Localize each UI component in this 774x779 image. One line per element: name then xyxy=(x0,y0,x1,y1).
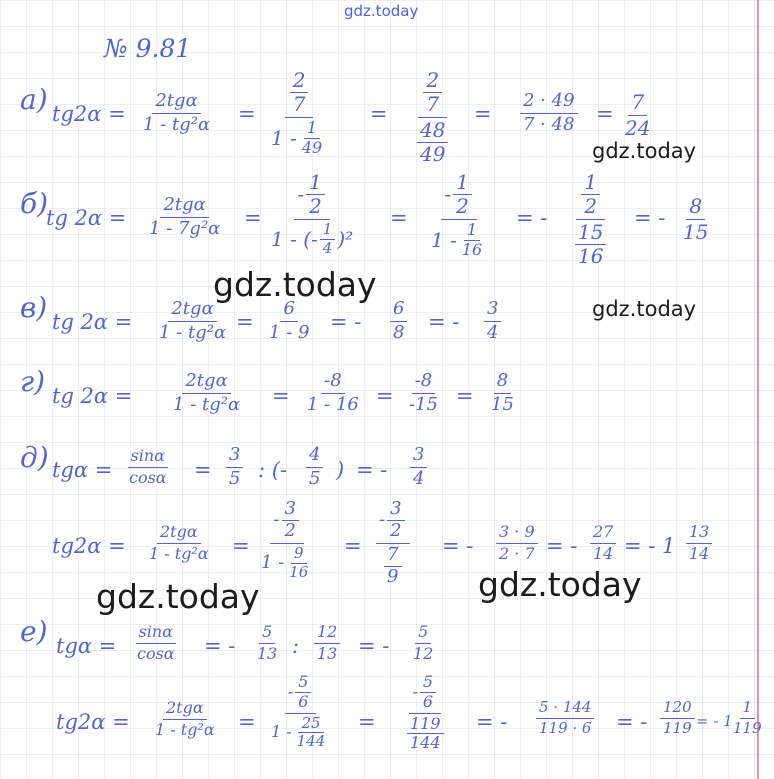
part-d-frac-4 xyxy=(410,446,427,489)
part-e-frac-5 xyxy=(152,700,218,739)
part-e-eq-5: = - xyxy=(476,710,508,734)
part-e-frac-6-minus: - xyxy=(287,681,294,701)
part-d-frac-7-bot-num: 7 xyxy=(384,546,401,567)
part-e-eq-3: = xyxy=(238,710,256,734)
part-e-frac-7 xyxy=(402,674,449,752)
part-v-eq-2: = - xyxy=(330,310,362,334)
part-b-eq-4: = - xyxy=(634,206,666,230)
part-e-frac-5-num: 2tgα xyxy=(163,700,207,720)
part-a-frac-2-den-text: 1 - xyxy=(271,125,297,150)
part-d-frac-7-top-num: 3 xyxy=(387,500,404,521)
part-a-frac-2-top-den: 7 xyxy=(292,92,306,116)
part-a-frac-2-inner-den: 49 xyxy=(301,137,323,157)
watermark-v-right: gdz.today xyxy=(592,297,697,321)
part-v-frac-3 xyxy=(390,300,407,343)
part-g-lhs: tg 2α = xyxy=(52,384,133,408)
part-d-frac-6-inner-den: 16 xyxy=(289,562,309,581)
part-d-frac-9-den: 14 xyxy=(593,543,614,563)
part-e-lhs-2: tg2α = xyxy=(56,710,130,734)
part-a-frac-4 xyxy=(520,92,578,135)
part-e-frac-7-bot-num: 119 xyxy=(407,716,444,735)
part-g-frac-4-den: 15 xyxy=(491,393,514,415)
part-d-frac-10-den: 14 xyxy=(689,543,710,563)
part-d-frac-6-den-text: 1 - xyxy=(261,551,285,573)
watermark-a-right: gdz.today xyxy=(592,139,697,163)
part-b-frac-2 xyxy=(268,172,356,257)
part-e-frac-8-num: 5 · 144 xyxy=(536,700,594,719)
part-d-frac-3-num: 4 xyxy=(306,446,323,468)
part-e-label: е) xyxy=(20,615,48,648)
part-v-frac-3-num: 6 xyxy=(390,300,407,322)
part-d-frac-5 xyxy=(146,524,212,563)
part-e-frac-5-den: 1 - tg²α xyxy=(155,719,215,739)
part-d-eq-7: = - 1 xyxy=(624,534,676,558)
part-d-frac-7-bot-den: 9 xyxy=(387,565,399,587)
part-a-frac-4-den: 7 · 48 xyxy=(523,113,575,135)
part-g-frac-4 xyxy=(488,372,517,415)
watermark-mid-large: gdz.today xyxy=(213,265,377,304)
part-a-eq-1: = xyxy=(238,102,256,126)
margin-line xyxy=(757,0,759,779)
part-v-eq-3: = - xyxy=(428,310,460,334)
part-d-frac-9 xyxy=(590,524,616,563)
part-d-lhs-1: tgα = xyxy=(52,458,113,482)
part-e-frac-6-inner-num: 25 xyxy=(298,716,323,734)
part-d-frac-5-den: 1 - tg²α xyxy=(149,543,209,563)
part-g-frac-1-num: 2tgα xyxy=(182,372,230,394)
part-a-frac-2-inner-num: 1 xyxy=(304,120,320,139)
part-d-label: д) xyxy=(20,441,49,474)
part-e-eq-4: = xyxy=(358,710,376,734)
part-e-frac-4-den: 12 xyxy=(413,643,434,663)
part-v-frac-1 xyxy=(156,300,229,343)
part-d-lhs-2: tg2α = xyxy=(52,534,126,558)
part-v-frac-1-den: 1 - tg²α xyxy=(159,321,227,343)
part-b-frac-3-top-num: 1 xyxy=(453,172,472,195)
part-d-frac-2 xyxy=(226,446,243,489)
part-a-frac-5-den: 24 xyxy=(625,116,651,140)
part-e-eq-1: = - xyxy=(204,634,236,658)
part-e-frac-3-den: 13 xyxy=(317,643,338,663)
part-d-frac-1-num: sinα xyxy=(128,448,168,468)
part-b-frac-2-minus: - xyxy=(297,182,305,206)
part-d-frac-7 xyxy=(376,500,410,587)
part-a-frac-5 xyxy=(622,92,653,139)
part-b-label: б) xyxy=(20,187,49,220)
part-e-frac-6-den-text: 1 - xyxy=(271,722,292,742)
part-e-frac-1-den: cosα xyxy=(137,643,175,663)
part-g-frac-2-den: 1 - 16 xyxy=(307,393,359,415)
part-g-frac-3 xyxy=(406,372,441,415)
part-a-frac-3-bot-num: 48 xyxy=(417,120,448,143)
part-b-frac-5-num: 8 xyxy=(686,196,705,220)
part-a-frac-1 xyxy=(140,92,213,135)
part-g-frac-4-num: 8 xyxy=(494,372,511,394)
part-d-frac-6-minus: - xyxy=(273,508,280,530)
part-b-frac-1-den: 1 - 7g²α xyxy=(149,217,221,239)
part-e-frac-4 xyxy=(410,624,436,663)
part-a-eq-3: = xyxy=(474,102,492,126)
watermark-d-left: gdz.today xyxy=(96,577,260,616)
part-d-eq-2: = - xyxy=(356,458,388,482)
part-b-lhs: tg 2α = xyxy=(46,206,127,230)
part-e-frac-10 xyxy=(730,700,765,737)
part-e-eq-6: = - xyxy=(616,710,648,734)
part-b-frac-4-bot-den: 16 xyxy=(578,244,604,268)
part-v-frac-4 xyxy=(484,300,501,343)
part-d-frac-6-top-den: 2 xyxy=(284,519,296,541)
part-b-eq-1: = xyxy=(244,206,262,230)
part-d-frac-5-num: 2tgα xyxy=(157,524,201,544)
part-e-frac-3-num: 12 xyxy=(314,624,340,644)
part-d-frac-2-den: 5 xyxy=(229,467,241,489)
part-d-eq-4: = xyxy=(344,534,362,558)
part-d-close: ) xyxy=(336,458,345,482)
part-g-frac-3-num: -8 xyxy=(412,372,436,394)
part-g-eq-1: = xyxy=(272,384,290,408)
part-v-frac-4-num: 3 xyxy=(484,300,501,322)
part-v-frac-2-num: 6 xyxy=(280,300,297,322)
part-a-frac-4-num: 2 · 49 xyxy=(520,92,578,114)
part-d-frac-1-den: cosα xyxy=(129,467,167,487)
part-d-div: : (- xyxy=(258,458,288,482)
part-a-frac-1-den: 1 - tg²α xyxy=(143,113,211,135)
part-a-label: а) xyxy=(20,83,48,116)
part-g-frac-1-den: 1 - tg²α xyxy=(173,393,241,415)
part-b-frac-1-num: 2tgα xyxy=(160,196,208,218)
part-d-frac-8 xyxy=(496,524,538,563)
part-a-lhs: tg2α = xyxy=(52,102,126,126)
part-g-label: г) xyxy=(20,365,46,398)
part-e-frac-8 xyxy=(536,700,594,737)
part-d-frac-4-den: 4 xyxy=(413,467,425,489)
part-e-frac-3 xyxy=(314,624,340,663)
part-b-frac-3-minus: - xyxy=(444,182,452,206)
part-v-frac-4-den: 4 xyxy=(487,321,499,343)
part-d-frac-6-top-num: 3 xyxy=(282,500,299,521)
part-e-frac-9-num: 120 xyxy=(660,700,695,719)
part-v-lhs: tg 2α = xyxy=(52,310,133,334)
part-b-eq-2: = xyxy=(390,206,408,230)
part-g-frac-2-num: -8 xyxy=(321,372,345,394)
part-e-frac-10-num: 1 xyxy=(740,700,756,719)
part-b-frac-2-top-den: 2 xyxy=(309,194,322,218)
part-b-frac-5-den: 15 xyxy=(683,220,709,244)
part-a-frac-5-num: 7 xyxy=(628,92,647,116)
part-e-frac-10-den: 119 xyxy=(733,718,762,737)
part-v-eq-1: = xyxy=(236,310,254,334)
part-e-div: : xyxy=(292,634,300,658)
part-b-frac-1 xyxy=(146,196,223,239)
part-g-frac-1 xyxy=(170,372,243,415)
part-d-frac-3 xyxy=(306,446,323,489)
part-e-frac-6 xyxy=(268,674,333,750)
part-b-frac-2-den-close: )² xyxy=(337,226,354,251)
part-e-lhs-1: tgα = xyxy=(56,634,117,658)
part-a-frac-2-top-num: 2 xyxy=(290,70,309,93)
part-e-frac-2-den: 13 xyxy=(257,643,278,663)
watermark-top: gdz.today xyxy=(344,2,419,20)
part-v-frac-1-num: 2tgα xyxy=(168,300,216,322)
part-e-frac-6-top-den: 6 xyxy=(298,691,309,711)
part-g-frac-3-den: -15 xyxy=(409,393,438,415)
part-e-frac-2 xyxy=(254,624,280,663)
part-v-frac-3-den: 8 xyxy=(393,321,405,343)
part-d-eq-6: = - xyxy=(546,534,578,558)
part-v-label: в) xyxy=(20,291,48,324)
part-b-frac-2-den-text: 1 - (- xyxy=(271,226,318,251)
part-v-frac-2-den: 1 - 9 xyxy=(269,321,310,343)
part-a-frac-3-top-den: 7 xyxy=(426,92,440,116)
part-a-eq-4: = xyxy=(596,102,614,126)
part-b-frac-4-top-num: 1 xyxy=(581,172,600,195)
part-e-frac-9 xyxy=(660,700,695,737)
problem-number: № 9.81 xyxy=(104,34,192,63)
part-e-frac-7-top-den: 6 xyxy=(422,691,434,711)
part-a-frac-1-num: 2tgα xyxy=(152,92,200,114)
part-b-frac-4 xyxy=(570,172,611,267)
part-b-frac-4-bot-num: 15 xyxy=(575,222,606,245)
part-v-frac-2 xyxy=(266,300,312,343)
part-d-frac-8-num: 3 · 9 xyxy=(496,524,538,544)
part-e-frac-8-den: 119 · 6 xyxy=(539,718,592,737)
part-d-frac-8-den: 2 · 7 xyxy=(499,543,535,563)
part-b-frac-3-inner-num: 1 xyxy=(464,222,480,241)
part-e-frac-2-num: 5 xyxy=(259,624,275,644)
part-d-frac-7-minus: - xyxy=(379,508,386,530)
part-b-eq-3: = - xyxy=(516,206,548,230)
part-a-frac-3-bot-den: 49 xyxy=(420,142,446,166)
part-e-frac-6-inner-den: 144 xyxy=(296,732,326,751)
part-d-frac-7-top-den: 2 xyxy=(390,519,402,541)
part-d-frac-6-inner-num: 9 xyxy=(291,546,307,564)
part-d-eq-1: = xyxy=(194,458,212,482)
part-e-frac-7-minus: - xyxy=(412,681,418,701)
part-g-eq-2: = xyxy=(376,384,394,408)
part-b-frac-3 xyxy=(428,172,490,259)
part-g-frac-2 xyxy=(304,372,362,415)
part-b-frac-5 xyxy=(680,196,711,243)
part-g-eq-3: = xyxy=(456,384,474,408)
part-b-frac-4-top-den: 2 xyxy=(584,194,598,218)
part-b-frac-2-inner-num: 1 xyxy=(320,222,336,240)
part-d-frac-2-num: 3 xyxy=(226,446,243,468)
part-d-frac-10 xyxy=(686,524,712,563)
part-a-eq-2: = xyxy=(370,102,388,126)
part-b-frac-2-top-num: 1 xyxy=(306,172,325,195)
part-a-frac-3 xyxy=(412,70,453,165)
part-e-frac-7-bot-den: 144 xyxy=(410,733,441,753)
watermark-d-right: gdz.today xyxy=(478,565,642,604)
part-d-frac-6 xyxy=(258,500,316,580)
part-b-frac-2-inner-den: 4 xyxy=(322,238,333,257)
part-b-frac-3-top-den: 2 xyxy=(456,194,469,218)
part-d-frac-1 xyxy=(126,448,170,487)
part-e-frac-7-top-num: 5 xyxy=(420,674,436,693)
part-a-frac-2 xyxy=(268,70,330,157)
part-e-eq-2: = - xyxy=(358,634,390,658)
part-d-frac-9-num: 27 xyxy=(590,524,616,544)
part-a-frac-3-top-num: 2 xyxy=(423,70,442,93)
part-d-eq-5: = - xyxy=(442,534,474,558)
part-e-frac-1-num: sinα xyxy=(136,624,176,644)
part-d-frac-3-den: 5 xyxy=(309,467,321,489)
part-e-eq-7: = - 1 xyxy=(696,712,733,730)
part-d-eq-3: = xyxy=(232,534,250,558)
part-d-frac-4-num: 3 xyxy=(410,446,427,468)
part-d-frac-10-num: 13 xyxy=(686,524,712,544)
part-b-frac-3-inner-den: 16 xyxy=(461,239,483,259)
part-e-frac-6-top-num: 5 xyxy=(295,674,311,693)
part-b-frac-3-den-text: 1 - xyxy=(431,227,457,252)
part-e-frac-4-num: 5 xyxy=(415,624,431,644)
part-e-frac-1 xyxy=(134,624,178,663)
part-e-frac-9-den: 119 xyxy=(663,718,692,737)
